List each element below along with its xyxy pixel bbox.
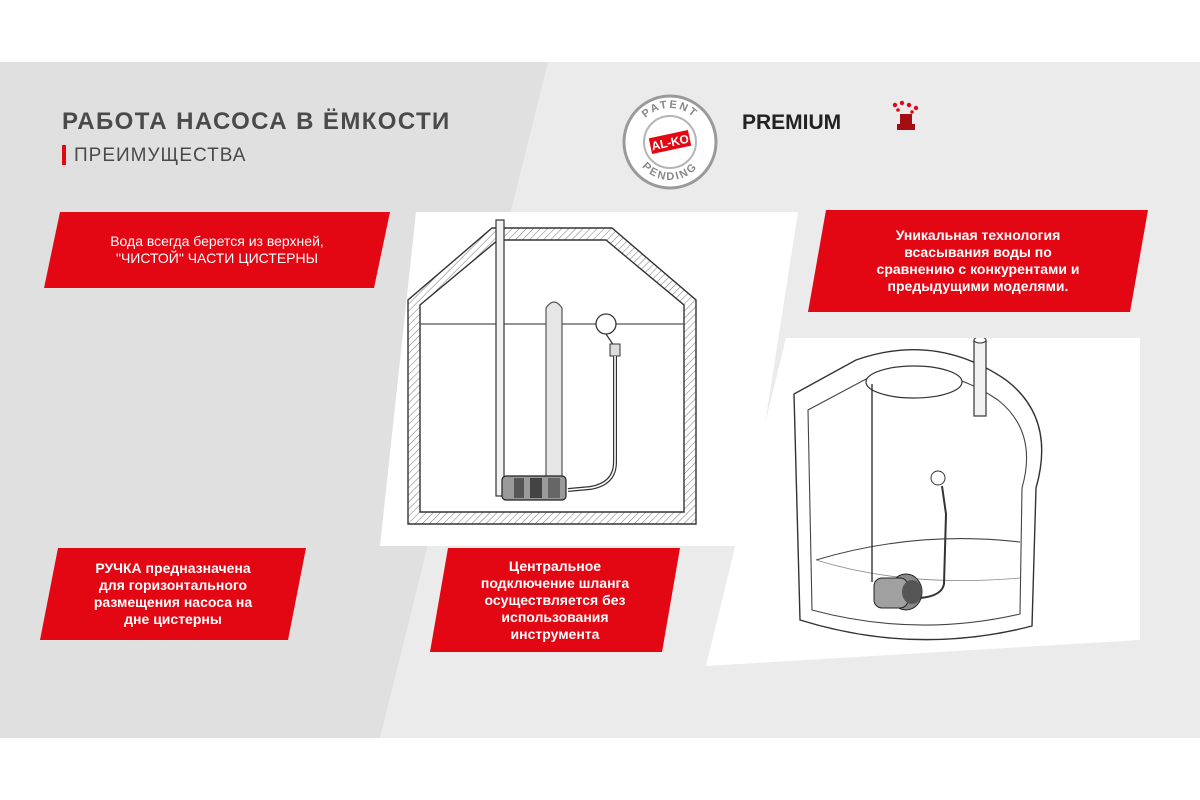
callout-handle-text: РУЧКА предназначена для горизонтального размещения насоса на дне цистерны (93, 560, 253, 627)
tank-perspective-diagram (706, 338, 1140, 666)
pump-icon (502, 476, 566, 500)
badge-bottom-text: PENDING (639, 160, 701, 184)
premium-stars-icon (893, 101, 918, 114)
premium-logo (742, 96, 932, 136)
callout-central-hose-text: Центральное подключение шланга осуществляется без использования инструмента (480, 557, 630, 642)
callout-clean-water (44, 212, 390, 288)
pump-icon-perspective (874, 574, 922, 610)
page-subtitle: ПРЕИМУЩЕСТВА (74, 145, 247, 166)
callout-suction-technology-text: Уникальная технология всасывания воды по сравнению с конкурентами и предыдущими моделями. (876, 227, 1080, 294)
badge-top-text: PATENT (639, 98, 701, 121)
subtitle-accent-bar (62, 145, 66, 165)
callout-clean-water-text: Вода всегда берется из верхней, "ЧИСТОЙ" ЧАСТИ ЦИСТЕРНЫ (110, 233, 324, 266)
patent-pending-badge (620, 92, 720, 192)
premium-trophy-icon (897, 114, 915, 130)
badge-brand: AL-KO (650, 131, 691, 154)
premium-label: PREMIUM (742, 111, 842, 134)
callout-suction-technology (808, 210, 1148, 312)
slide (0, 62, 1200, 738)
callout-central-hose (430, 548, 680, 652)
page-title: РАБОТА НАСОСА В ЁМКОСТИ (62, 108, 451, 135)
callout-handle (40, 548, 306, 640)
